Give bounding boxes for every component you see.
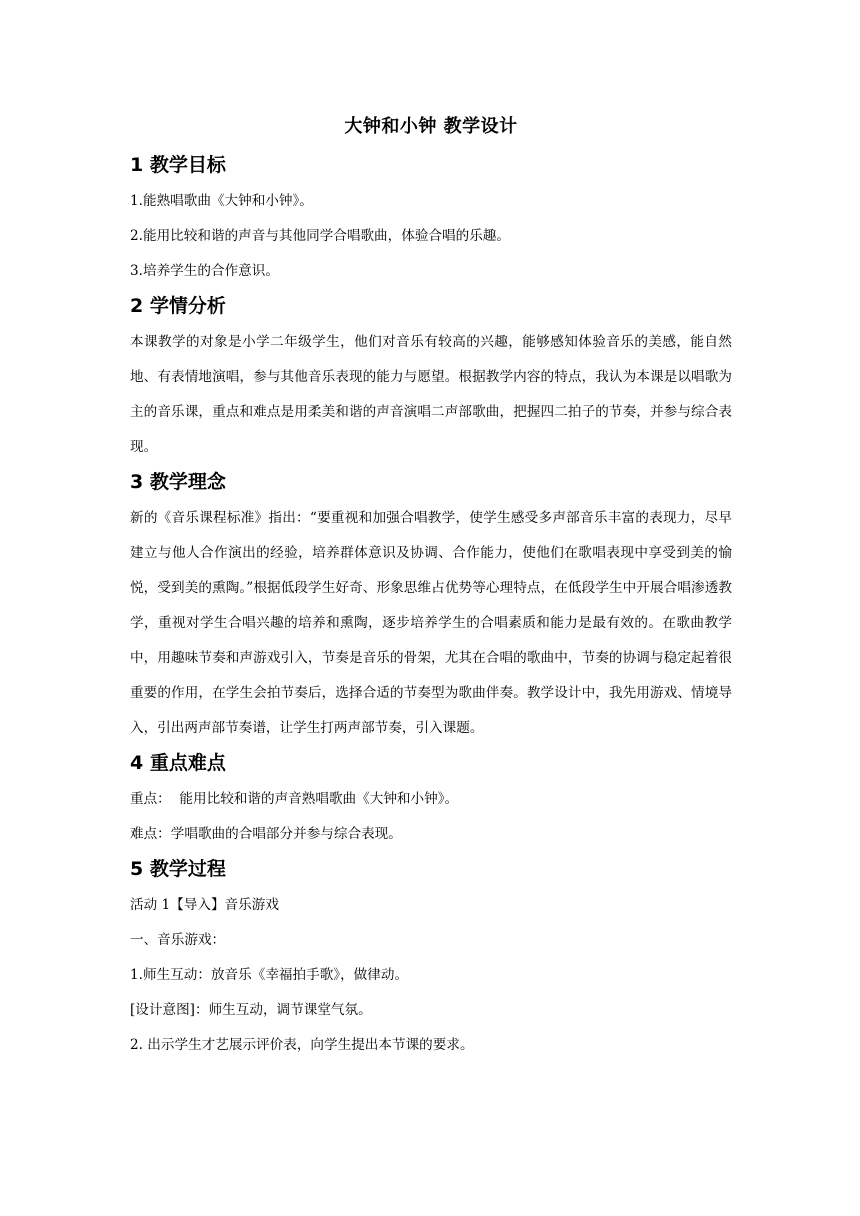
section-heading-teaching-process: 5 教学过程 bbox=[130, 858, 226, 880]
document-title: 大钟和小钟 教学设计 bbox=[344, 116, 518, 137]
section-heading-objectives: 1 教学目标 bbox=[130, 154, 226, 176]
objective-line: 1.能熟唱歌曲《大钟和小钟》。 bbox=[130, 193, 313, 209]
difficulty-line: 难点：学唱歌曲的合唱部分并参与综合表现。 bbox=[130, 826, 402, 842]
student-analysis-paragraph: 本课教学的对象是小学二年级学生，他们对音乐有较高的兴趣，能够感知体验音乐的美感，能自然地、有表情地演唱，参与其他音乐表现的能力与愿望。根据教学内容的特点，我认为本课是以唱歌为主的音乐课，重点和难点是用柔美和谐的声音演唱二声部歌曲，把握四二拍子的节奏，并参与综合表现。 bbox=[130, 334, 732, 455]
process-line: 一、音乐游戏： bbox=[130, 932, 226, 948]
key-point-line: 重点： 能用比较和谐的声音熟唱歌曲《大钟和小钟》。 bbox=[130, 791, 459, 807]
process-line: 1.师生互动：放音乐《幸福拍手歌》，做律动。 bbox=[130, 967, 409, 983]
objective-line: 2.能用比较和谐的声音与其他同学合唱歌曲，体验合唱的乐趣。 bbox=[130, 228, 510, 244]
process-line: 活动 1【导入】音乐游戏 bbox=[130, 897, 279, 913]
section-heading-key-points: 4 重点难点 bbox=[130, 752, 226, 774]
teaching-philosophy-paragraph: 新的《音乐课程标准》指出：“要重视和加强合唱教学，使学生感受多声部音乐丰富的表现力，尽早建立与他人合作演出的经验，培养群体意识及协调、合作能力，使他们在歌唱表现中享受到美的愉悦，受到美的熏陶。”根据低段学生好奇、形象思维占优势等心理特点，在低段学生中开展合唱渗透教学，重视对学生合唱兴趣的培养和熏陶，逐步培养学生的合唱素质和能力是最有效的。在歌曲教学中，用趣味节奏和声游戏引入，节奏是音乐的骨架，尤其在合唱的歌曲中，节奏的协调与稳定起着很重要的作用，在学生会拍节奏后，选择合适的节奏型为歌曲伴奏。教学设计中，我先用游戏、情境导入，引出两声部节奏谱，让学生打两声部节奏，引入课题。 bbox=[130, 510, 732, 736]
section-heading-teaching-philosophy: 3 教学理念 bbox=[130, 471, 226, 493]
document-page bbox=[130, 112, 732, 1063]
section-heading-student-analysis: 2 学情分析 bbox=[130, 295, 226, 317]
process-line: 2. 出示学生才艺展示评价表，向学生提出本节课的要求。 bbox=[130, 1037, 474, 1053]
process-line: [设计意图]：师生互动，调节课堂气氛。 bbox=[130, 1002, 372, 1018]
objective-line: 3.培养学生的合作意识。 bbox=[130, 263, 279, 279]
